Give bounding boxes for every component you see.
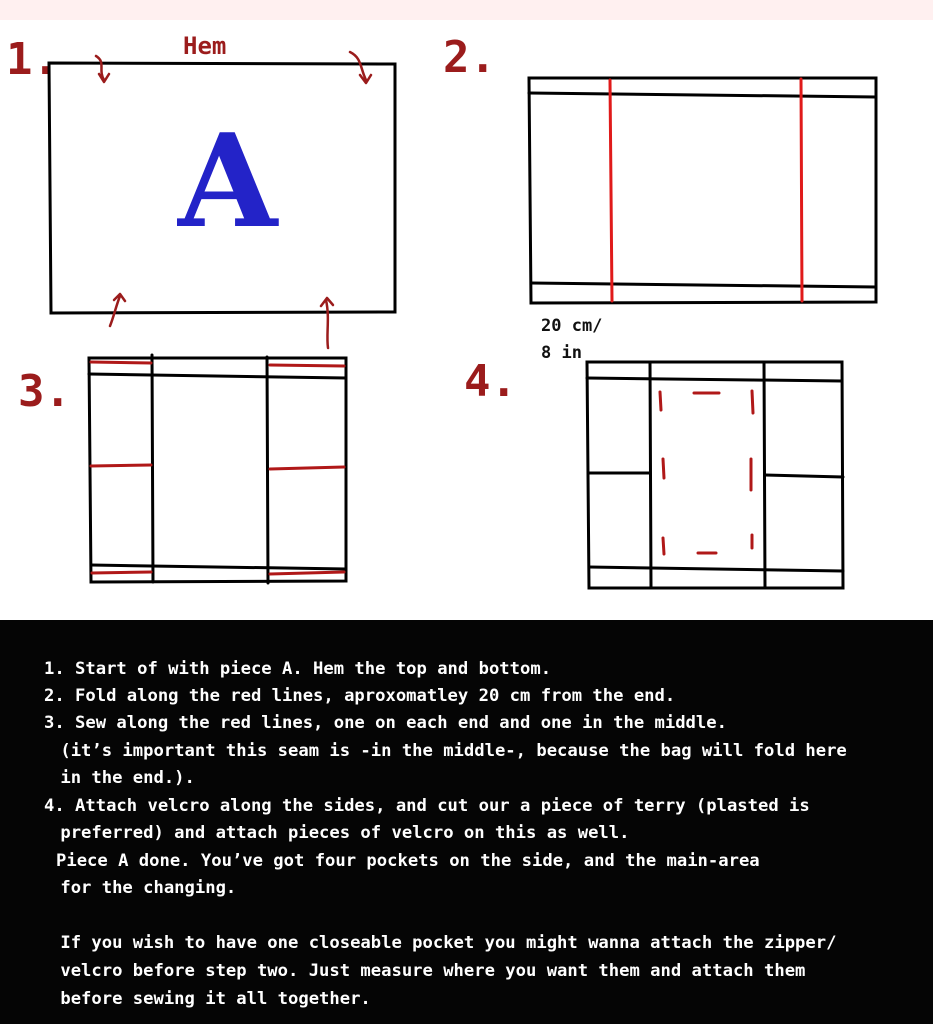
- step-4-number: 4.: [464, 356, 517, 407]
- velcro-mark: [752, 391, 753, 413]
- step-3-number: 3.: [18, 366, 71, 417]
- fold-line: [610, 80, 612, 301]
- instruction-line: 2. Fold along the red lines, aproxomatley 20 cm from the end.: [44, 686, 676, 706]
- instruction-line: If you wish to have one closeable pocket you might wanna attach the zipper/: [50, 933, 837, 953]
- panel-4-velcro: [587, 362, 843, 588]
- seam-line: [91, 362, 151, 363]
- piece-a-letter: A: [178, 107, 278, 257]
- hem-arrow-icon: [96, 56, 109, 82]
- instruction-line: before sewing it all together.: [50, 989, 371, 1009]
- velcro-mark: [660, 392, 661, 410]
- instruction-line: preferred) and attach pieces of velcro on this as well.: [50, 823, 630, 843]
- seam-line: [91, 465, 151, 466]
- instruction-line: 1. Start of with piece A. Hem the top and bottom.: [44, 659, 552, 679]
- measurement-label-cm: 20 cm/: [541, 316, 603, 336]
- measurement-label-in: 8 in: [541, 343, 582, 363]
- instruction-line: for the changing.: [50, 878, 237, 898]
- panel-1-piece-a: [49, 32, 395, 348]
- panel-3-sew: [89, 355, 346, 583]
- instruction-line: 4. Attach velcro along the sides, and cut our a piece of terry (plasted is: [44, 796, 810, 816]
- instruction-line: velcro before step two. Just measure where you want them and attach them: [50, 961, 806, 981]
- hem-label: Hem: [183, 32, 227, 60]
- instruction-line: Piece A done. You’ve got four pockets on the side, and the main-area: [56, 851, 760, 871]
- hem-arrow-icon: [350, 52, 371, 83]
- fold-line: [801, 79, 802, 301]
- seam-line: [270, 467, 344, 469]
- seam-line: [270, 365, 344, 366]
- step-1-number: 1.: [6, 34, 59, 85]
- velcro-mark: [663, 459, 664, 478]
- seam-line: [92, 572, 151, 573]
- seam-line: [270, 572, 344, 574]
- instruction-line: (it’s important this seam is -in the middle-, because the bag will fold here: [50, 741, 847, 761]
- velcro-mark: [663, 538, 664, 554]
- instruction-line: in the end.).: [50, 768, 195, 788]
- instruction-line: 3. Sew along the red lines, one on each end and one in the middle.: [44, 713, 727, 733]
- step-2-number: 2.: [443, 32, 496, 83]
- hem-arrow-icon: [110, 294, 125, 326]
- panel-2-fold: [529, 78, 876, 363]
- hem-arrow-icon: [321, 298, 333, 348]
- instructions-panel: [0, 620, 933, 1024]
